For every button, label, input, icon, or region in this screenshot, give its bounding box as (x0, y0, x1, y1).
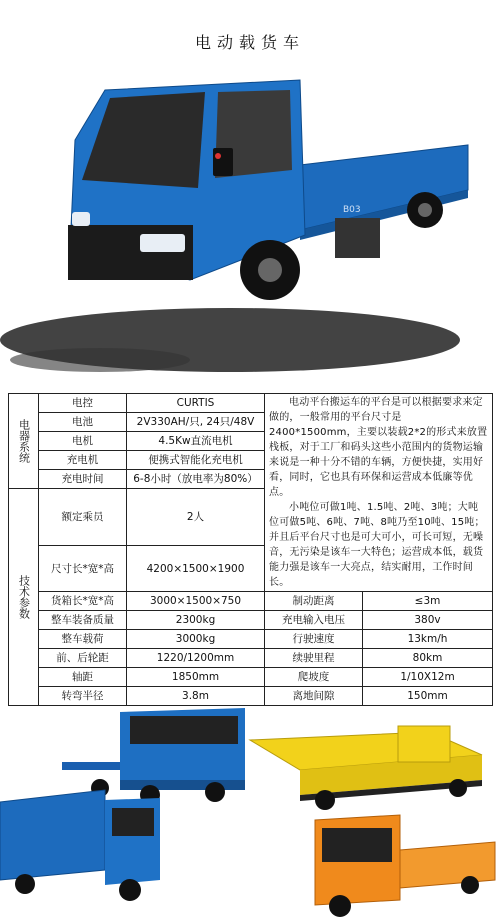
spec-label: 整车装备质量 (39, 611, 127, 630)
spec-label: 电控 (39, 394, 127, 413)
spec-value: 便携式智能化充电机 (127, 451, 265, 470)
spec-label: 充电时间 (39, 470, 127, 489)
spec-label: 整车载荷 (39, 630, 127, 649)
spec-value: 1220/1200mm (127, 649, 265, 668)
spec-value: 4.5Kw直流电机 (127, 432, 265, 451)
spec-value: 380v (363, 611, 493, 630)
spec-label: 制动距离 (265, 592, 363, 611)
spec-value: 1/10X12m (363, 668, 493, 687)
spec-label: 电机 (39, 432, 127, 451)
electrical-group-label: 电器系统 (9, 394, 39, 489)
spec-value: 150mm (363, 687, 493, 706)
spec-label: 转弯半径 (39, 687, 127, 706)
description-paragraph-2: 小吨位可做1吨、1.5吨、2吨、3吨；大吨位可做5吨、6吨、7吨、8吨乃至10吨、15吨；并且后平台尺寸也是可大可小，可长可短，无噪音，无污染是该车一大特色；运营成本低，载货能力强是该车一大亮点，结实耐用，工作时间长。 (269, 502, 485, 588)
spec-value: 2人 (127, 489, 265, 546)
spec-label: 爬坡度 (265, 668, 363, 687)
spec-value: 2V330AH/只, 24只/48V (127, 413, 265, 432)
spec-value: 2300kg (127, 611, 265, 630)
spec-label: 续驶里程 (265, 649, 363, 668)
blue-box-truck-image (0, 790, 160, 901)
spec-value: CURTIS (127, 394, 265, 413)
spec-label: 离地间隙 (265, 687, 363, 706)
spec-value: 3000×1500×750 (127, 592, 265, 611)
truck-gallery (0, 700, 500, 917)
spec-value: 13km/h (363, 630, 493, 649)
spec-value: 3000kg (127, 630, 265, 649)
spec-value: 3.8m (127, 687, 265, 706)
blue-flatbed-truck-image (62, 708, 245, 805)
spec-label: 轴距 (39, 668, 127, 687)
spec-table (8, 393, 493, 706)
yellow-platform-cart-image (250, 726, 482, 810)
spec-label: 前、后轮距 (39, 649, 127, 668)
spec-value: ≤3m (363, 592, 493, 611)
spec-label: 行驶速度 (265, 630, 363, 649)
technical-group-label: 技术参数 (9, 489, 39, 706)
spec-label: 充电输入电压 (265, 611, 363, 630)
hero-truck-image (0, 70, 500, 380)
spec-label: 货箱长*宽*高 (39, 592, 127, 611)
hero-plate-text: B03 (343, 205, 361, 215)
spec-value: 4200×1500×1900 (127, 546, 265, 592)
spec-value: 1850mm (127, 668, 265, 687)
description-cell (265, 394, 493, 592)
spec-label: 电池 (39, 413, 127, 432)
spec-label: 尺寸长*宽*高 (39, 546, 127, 592)
spec-value: 80km (363, 649, 493, 668)
spec-value: 6-8小时（放电率为80%） (127, 470, 265, 489)
orange-cab-truck-image (315, 815, 495, 917)
spec-label: 额定乘员 (39, 489, 127, 546)
description-paragraph-1: 电动平台搬运车的平台是可以根据要求来定做的，一般常用的平台尺寸是2400*1500mm，主要以装载2*2的形式来放置栈板，对于工厂和码头这些小范围内的货物运输来说是一种十分不错的车辆，方便快捷，实用好看，同时，它也具有环保和运营成本低廉等优点。 (269, 397, 488, 498)
page-title: 电动载货车 (194, 33, 305, 52)
spec-label: 充电机 (39, 451, 127, 470)
